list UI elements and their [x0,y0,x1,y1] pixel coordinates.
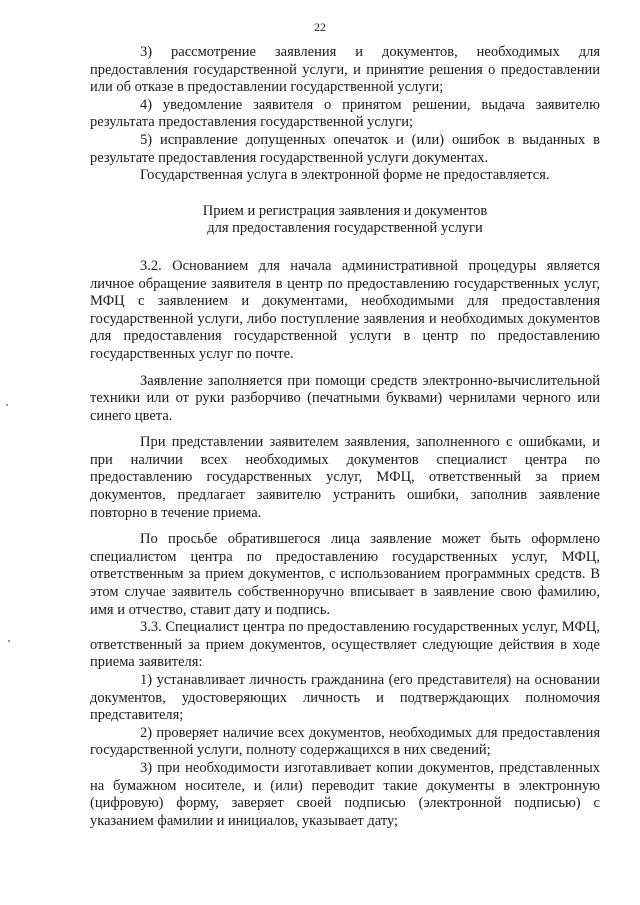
paragraph-3-3: 3.3. Специалист центра по предоставлению государственных услуг, МФЦ, ответственный за прием документов, осуществляет следующие действия в ходе приема заявителя: [90,619,600,671]
scan-artifact [6,404,8,406]
paragraph-application-filling: Заявление заполняется при помощи средств электронно-вычислительной техники или от руки разборчиво (печатными буквами) чернилами черного или синего цвета. [90,372,600,424]
electronic-form-note: Государственная услуга в электронной форме не предоставляется. [140,167,550,184]
paragraph-3-2: 3.2. Основанием для начала административной процедуры является личное обращение заявителя в центр по предоставлению государственных услуг, МФЦ с заявлением и документами, необходимыми для предоставления государственной услуги, либо поступление заявления и необходимых документов для предоставления государственной услуги в центр по предоставлению государственных услуг по почте. [90,257,600,362]
paragraph-errors: При представлении заявителем заявления, заполненного с ошибками, и при наличии всех необходимых документов специалист центра по предоставлению государственных услуг, МФЦ, ответственный за прием документов, предлагает заявителю устранить ошибки, заполнив заявление повторно в течение приема. [90,434,600,521]
section-heading [90,203,600,238]
section-heading-line-2: для предоставления государственной услуги [207,220,483,237]
action-item-1: 1) устанавливает личность гражданина (его представителя) на основании документов, удостоверяющих личность и подтверждающих полномочия представителя; [90,672,600,724]
list-item-3: 3) рассмотрение заявления и документов, необходимых для предоставления государственной услуги, и принятие решения о предоставлении или об отказе в предоставлении государственной услуги; [90,44,600,96]
action-item-3: 3) при необходимости изготавливает копии документов, представленных на бумажном носителе, и (или) переводит такие документы в электронную (цифровую) форму, заверяет своей подписью (электронной подписью) с указанием фамилии и инициалов, указывает дату; [90,759,600,829]
page-number: 22 [314,20,326,34]
document-body [90,44,600,830]
action-item-2: 2) проверяет наличие всех документов, необходимых для предоставления государственной услуги, полноту содержащихся в них сведений; [90,724,600,759]
section-heading-line-1: Прием и регистрация заявления и документов [202,202,488,219]
paragraph-specialist-fill: По просьбе обратившегося лица заявление может быть оформлено специалистом центра по предоставлению государственных услуг, МФЦ, ответственным за прием документов, с использованием программных средств. В этом случае заявитель собственноручно вписывает в заявление свою фамилию, имя и отчество, ставит дату и подпись. [90,531,600,618]
scan-artifact [8,640,10,642]
list-item-5: 5) исправление допущенных опечаток и (или) ошибок в выданных в результате предоставления государственной услуги документах. [90,131,600,166]
list-item-4: 4) уведомление заявителя о принятом решении, выдача заявителю результата предоставления государственной услуги; [90,96,600,131]
